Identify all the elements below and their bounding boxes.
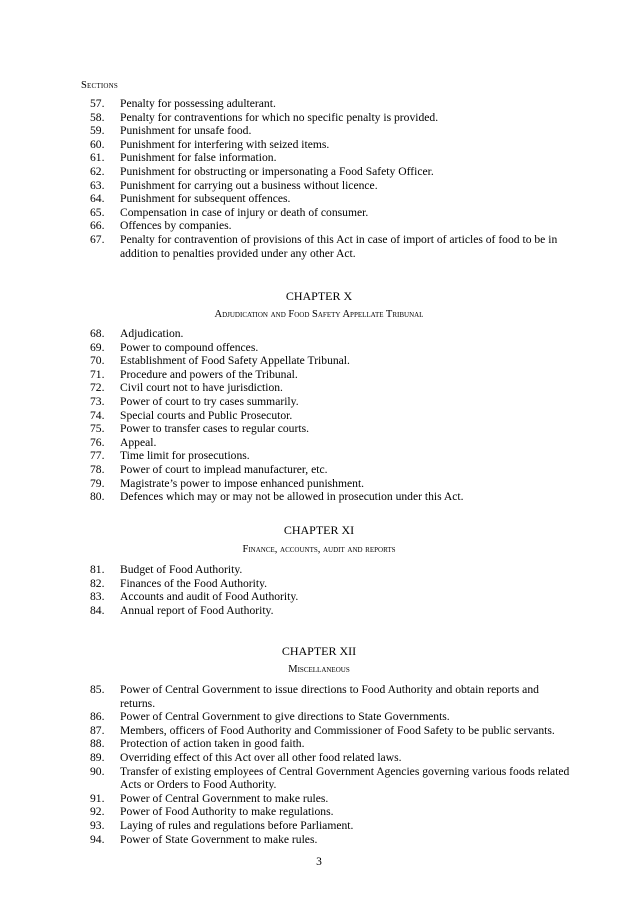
section-number: 75. [90, 422, 105, 436]
section-number: 85. [90, 683, 105, 696]
section-number: 88. [90, 737, 105, 751]
section-number: 77. [90, 449, 105, 463]
section-text: Annual report of Food Authority. [120, 603, 274, 617]
section-item [90, 833, 570, 847]
section-item [90, 165, 570, 179]
section-item [90, 422, 570, 436]
section-text: Special courts and Public Prosecutor. [120, 408, 293, 422]
chapter-xi-title: CHAPTER XI [283, 523, 355, 537]
section-item [90, 179, 570, 193]
section-text: Penalty for possessing adulterant. [120, 97, 276, 110]
section-number: 63. [90, 178, 105, 192]
sections-heading: Sections [81, 80, 118, 91]
section-number: 70. [90, 354, 105, 368]
section-number: 80. [90, 490, 105, 504]
section-item [90, 604, 570, 618]
section-text: Laying of rules and regulations before Parliament. [120, 818, 354, 832]
section-text: Punishment for false information. [120, 151, 277, 165]
section-item [90, 710, 570, 724]
section-text: Punishment for unsafe food. [120, 124, 252, 138]
section-number: 69. [90, 340, 105, 354]
section-item [90, 724, 570, 738]
section-text: Offences by companies. [120, 219, 232, 233]
section-number: 86. [90, 710, 105, 724]
section-text: Power of State Government to make rules. [120, 832, 318, 846]
section-item [90, 124, 570, 138]
chapter-xi-list [90, 563, 570, 617]
section-text: Appeal. [120, 435, 157, 449]
section-text: Defences which may or may not be allowed in prosecution under this Act. [120, 490, 464, 504]
section-number: 93. [90, 818, 105, 832]
page-number: 3 [316, 856, 322, 868]
section-item [90, 111, 570, 125]
section-item [90, 354, 570, 368]
section-number: 82. [90, 576, 105, 590]
section-text: Penalty for contravention of provisions of this Act in case of import of articles of food to be in addition to penalties provided under any other Act. [120, 232, 558, 260]
section-text: Power of court to implead manufacturer, etc. [120, 462, 328, 476]
section-item [90, 233, 570, 260]
chapter-xii-list [90, 683, 570, 846]
section-number: 68. [90, 327, 105, 340]
section-item [90, 341, 570, 355]
section-text: Power of Central Government to issue directions to Food Authority and obtain reports and returns. [120, 683, 539, 710]
section-text: Accounts and audit of Food Authority. [120, 590, 299, 604]
section-item [90, 206, 570, 220]
section-number: 67. [90, 232, 105, 246]
section-item [90, 395, 570, 409]
section-item [90, 683, 570, 710]
section-item [90, 463, 570, 477]
section-text: Punishment for subsequent offences. [120, 192, 291, 206]
section-text: Budget of Food Authority. [120, 563, 243, 576]
section-text: Punishment for interfering with seized items. [120, 137, 330, 151]
section-text: Establishment of Food Safety Appellate Tribunal. [120, 354, 350, 368]
section-number: 66. [90, 219, 105, 233]
section-item [90, 819, 570, 833]
section-text: Power of Central Government to make rules. [120, 791, 329, 805]
section-number: 62. [90, 164, 105, 178]
chapter-xii-title: CHAPTER XII [281, 644, 357, 658]
section-number: 57. [90, 97, 105, 110]
section-number: 59. [90, 124, 105, 138]
section-text: Transfer of existing employees of Central Government Agencies governing various foods related Acts or Orders to Food Authority. [120, 764, 570, 792]
section-number: 89. [90, 750, 105, 764]
section-number: 74. [90, 408, 105, 422]
chapter-xi-subtitle: Finance, accounts, audit and reports [242, 544, 396, 555]
section-item [90, 737, 570, 751]
section-number: 65. [90, 205, 105, 219]
section-text: Adjudication. [120, 327, 184, 340]
section-item [90, 138, 570, 152]
section-text: Power to transfer cases to regular courts. [120, 422, 309, 436]
section-text: Punishment for carrying out a business without licence. [120, 178, 378, 192]
section-item [90, 577, 570, 591]
section-item [90, 436, 570, 450]
section-text: Overriding effect of this Act over all other food related laws. [120, 750, 402, 764]
section-text: Finances of the Food Authority. [120, 576, 268, 590]
chapter-x-title: CHAPTER X [285, 289, 353, 303]
section-number: 61. [90, 151, 105, 165]
section-item [90, 381, 570, 395]
section-number: 92. [90, 805, 105, 819]
section-text: Time limit for prosecutions. [120, 449, 250, 463]
section-number: 73. [90, 394, 105, 408]
section-item [90, 368, 570, 382]
section-item [90, 590, 570, 604]
section-text: Power of court to try cases summarily. [120, 394, 299, 408]
section-item [90, 563, 570, 577]
section-item [90, 449, 570, 463]
section-number: 79. [90, 476, 105, 490]
chapter-x-subtitle: Adjudication and Food Safety Appellate Tribunal [214, 309, 424, 320]
section-number: 71. [90, 367, 105, 381]
section-number: 76. [90, 435, 105, 449]
section-item [90, 805, 570, 819]
section-number: 91. [90, 791, 105, 805]
section-item [90, 409, 570, 423]
section-number: 60. [90, 137, 105, 151]
section-item [90, 490, 570, 504]
section-text: Power of Central Government to give directions to State Governments. [120, 710, 450, 724]
section-item [90, 219, 570, 233]
section-number: 58. [90, 110, 105, 124]
section-number: 81. [90, 563, 105, 576]
section-item [90, 751, 570, 765]
section-list-1 [90, 97, 570, 260]
section-number: 83. [90, 590, 105, 604]
section-item [90, 765, 570, 792]
section-number: 84. [90, 603, 105, 617]
section-text: Civil court not to have jurisdiction. [120, 381, 283, 395]
section-text: Compensation in case of injury or death of consumer. [120, 205, 369, 219]
section-item [90, 97, 570, 111]
section-number: 78. [90, 462, 105, 476]
section-text: Punishment for obstructing or impersonating a Food Safety Officer. [120, 164, 434, 178]
section-item [90, 151, 570, 165]
section-text: Procedure and powers of the Tribunal. [120, 367, 298, 381]
chapter-x-list [90, 327, 570, 504]
section-text: Magistrate’s power to impose enhanced punishment. [120, 476, 365, 490]
section-number: 90. [90, 764, 105, 778]
section-text: Protection of action taken in good faith. [120, 737, 305, 751]
section-item [90, 327, 570, 341]
section-number: 64. [90, 192, 105, 206]
section-number: 94. [90, 832, 105, 846]
section-item [90, 477, 570, 491]
chapter-xii-subtitle: Miscellaneous [288, 664, 350, 675]
section-text: Power of Food Authority to make regulations. [120, 805, 334, 819]
section-text: Power to compound offences. [120, 340, 259, 354]
section-number: 87. [90, 723, 105, 737]
section-text: Penalty for contraventions for which no specific penalty is provided. [120, 110, 439, 124]
section-item [90, 192, 570, 206]
section-item [90, 792, 570, 806]
section-number: 72. [90, 381, 105, 395]
section-text: Members, officers of Food Authority and Commissioner of Food Safety to be public servants. [120, 723, 555, 737]
